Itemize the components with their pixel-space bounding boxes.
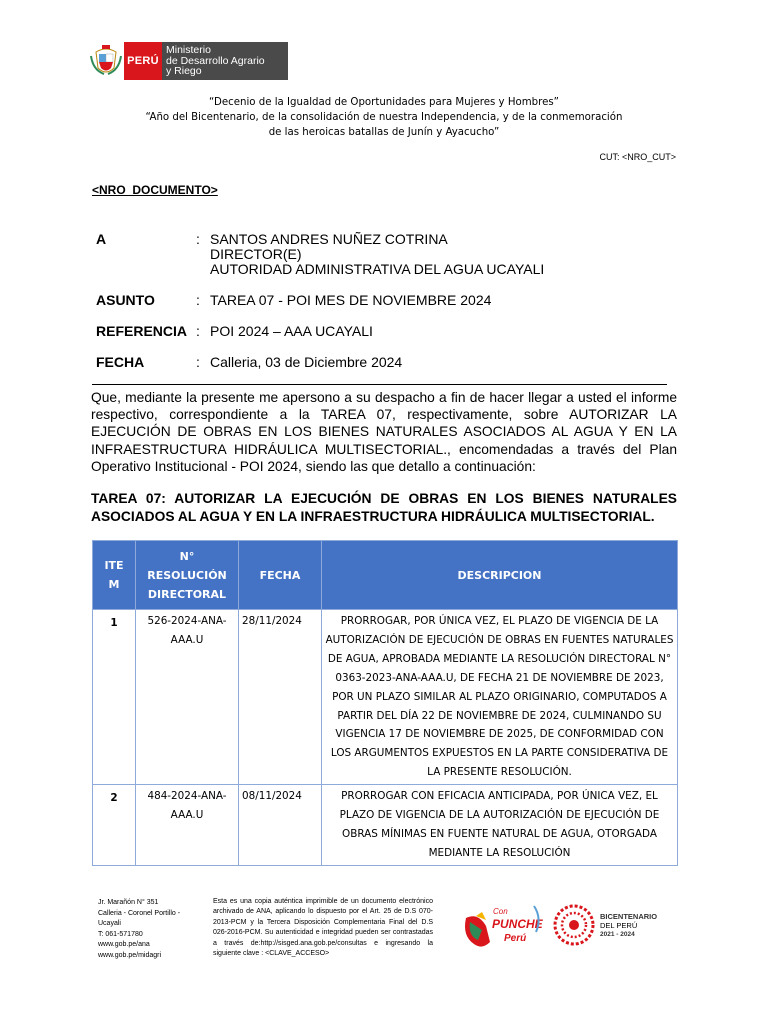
header-line: RESOLUCIÓN [147, 568, 227, 582]
bicentenario-line: 2021 - 2024 [600, 930, 635, 938]
cut-number: CUT: <NRO_CUT> [599, 152, 676, 162]
intro-paragraph: Que, mediante la presente me apersono a su despacho a fin de hacer llegar a usted el informe respectivo, correspondiente a la TAREA 07, respectivamente, sobre AUTORIZAR LA EJECUCIÓN DE OBRAS EN LOS BIENES NATURALES ASOCIADOS AL AGUA Y EN LA INFRAESTRUCTURA HIDRÁULICA MULTISECTORIAL., encomendadas a través del Plan Operativo Institucional - POI 2024, siendo las que detallo a continuación: [91, 390, 677, 474]
decree-header [100, 95, 668, 140]
task-title: TAREA 07: AUTORIZAR LA EJECUCIÓN DE OBRAS EN LOS BIENES NATURALES ASOCIADOS AL AGUA Y EN LA INFRAESTRUCTURA HIDRÁULICA MULTISECTORIAL. [91, 491, 677, 524]
document-number: <NRO_DOCUMENTO> [92, 183, 218, 197]
colon: : [196, 323, 200, 339]
subject-row [96, 293, 686, 308]
decree-line: “Decenio de la Igualdad de Oportunidades para Mujeres y Hombres” [209, 97, 559, 108]
cell-description: PRORROGAR CON EFICACIA ANTICIPADA, POR ÚNICA VEZ, EL PLAZO DE VIGENCIA DE LA AUTORIZACIÓN DE EJECUCIÓN DE OBRAS MÍNIMAS EN FUENTE NATURAL DE AGUA, OTORGADA MEDIANTE LA RESOLUCIÓN [322, 785, 678, 866]
recipient-line: SANTOS ANDRES NUÑEZ COTRINA [210, 231, 448, 247]
recipient-line: AUTORIDAD ADMINISTRATIVA DEL AGUA UCAYALI [210, 261, 545, 277]
website-link[interactable]: www.gob.pe/ana [98, 941, 150, 948]
punche-text: PUNCHE [492, 917, 543, 931]
bicentenario-logo [552, 900, 664, 950]
footer-address [98, 898, 203, 961]
reference-value: POI 2024 – AAA UCAYALI [210, 323, 373, 339]
decree-line: de las heroicas batallas de Junín y Ayacucho” [268, 127, 500, 138]
bicentenario-text [600, 912, 657, 939]
colon: : [196, 231, 200, 247]
website-link[interactable]: www.gob.pe/midagri [98, 951, 162, 959]
column-header-resolution [136, 541, 239, 610]
ministry-name-line: de Desarrollo Agrario [166, 54, 265, 67]
resolution-line: 484-2024-ANA- [147, 790, 227, 803]
colon: : [196, 292, 200, 308]
peru-label: PERÚ [124, 42, 162, 80]
cell-date: 08/11/2024 [239, 785, 322, 866]
cell-description: PRORROGAR, POR ÚNICA VEZ, EL PLAZO DE VIGENCIA DE LA AUTORIZACIÓN DE EJECUCIÓN DE OBRAS EN FUENTES NATURALES DE AGUA, APROBADA MEDIANTE LA RESOLUCIÓN DIRECTORAL N° 0363-2023-ANA-AAA.U, DE FECHA 21 DE NOVIEMBRE DE 2023, POR UN PLAZO SIMILAR AL PLAZO ORIGINARIO, COMPUTADOS A PARTIR DEL DÍA 22 DE NOVIEMBRE DE 2024, CULMINANDO SU VIGENCIA 17 DE NOVIEMBRE DE 2025, DE CONFORMIDAD CON LOS ARGUMENTOS EXPUESTOS EN LA PARTE CONSIDERATIVA DE LA PRESENTE RESOLUCIÓN. [322, 610, 678, 785]
column-header-description: DESCRIPCION [322, 541, 678, 610]
cell-item: 2 [93, 785, 136, 866]
address-line: Jr. Marañón N° 351 [98, 899, 159, 906]
con-punche-peru-logo [460, 896, 546, 956]
subject-label: ASUNTO [96, 292, 155, 308]
address-line: T: 061-571780 [98, 930, 143, 938]
date-value: Calleria, 03 de Diciembre 2024 [210, 354, 403, 370]
resolution-line: 526-2024-ANA- [147, 615, 227, 627]
ministry-logo [88, 42, 288, 80]
recipient-value [210, 232, 686, 277]
separator-line [92, 384, 667, 385]
cell-date: 28/11/2024 [239, 610, 322, 785]
cell-resolution [136, 610, 239, 785]
bicentenario-emblem-icon [552, 903, 596, 947]
recipient-label: A [96, 231, 107, 247]
address-line: Ucayali [98, 920, 121, 927]
decree-line: “Año del Bicentenario, de la consolidación de nuestra Independencia, y de la conmemoración [145, 112, 623, 123]
header-line: ITE [104, 559, 124, 572]
bicentenario-line: BICENTENARIO [600, 911, 658, 921]
ministry-name-line: Ministerio [166, 44, 211, 56]
header-line: M [108, 578, 120, 591]
address-line: Calleria - Coronel Portillo - [98, 909, 181, 917]
table-header-row [93, 541, 678, 610]
subject-value: TAREA 07 - POI MES DE NOVIEMBRE 2024 [210, 292, 492, 308]
table-row [93, 785, 678, 866]
header-line: N° [179, 549, 195, 563]
colon: : [196, 354, 200, 370]
punche-text: Perú [504, 933, 527, 944]
column-header-item [93, 541, 136, 610]
header-line: DIRECTORAL [147, 587, 227, 601]
resolution-line: AAA.U [170, 809, 204, 822]
column-header-date: FECHA [239, 541, 322, 610]
ministry-name-line: y Riego [166, 65, 202, 77]
table-row [93, 610, 678, 785]
cell-resolution [136, 785, 239, 866]
coat-of-arms-icon [88, 42, 124, 80]
resolution-line: AAA.U [170, 633, 204, 646]
ministry-name [162, 42, 288, 80]
bicentenario-line: DEL PERÚ [600, 920, 638, 930]
reference-label: REFERENCIA [96, 323, 188, 339]
reference-row [96, 324, 686, 339]
cell-item: 1 [93, 610, 136, 785]
resolutions-table [92, 540, 678, 866]
recipient-line: DIRECTOR(E) [210, 246, 302, 262]
authenticity-note: Esta es una copia auténtica imprimible de un documento electrónico archivado de ANA, aplicando lo dispuesto por el Art. 25 de D.S 070-2013-PCM y la Tercera Disposición Complementaria Final del D.S 026-2016-PCM. Su autenticidad e integridad pueden ser contrastadas a través de:http://sisged.ana.gob.pe/consultas e ingresando la siguiente clave : <CLAVE_ACCESO> [213, 898, 433, 958]
date-row [96, 355, 686, 370]
punche-text: Con [493, 907, 508, 916]
recipient-row [96, 232, 686, 277]
date-label: FECHA [96, 354, 145, 370]
